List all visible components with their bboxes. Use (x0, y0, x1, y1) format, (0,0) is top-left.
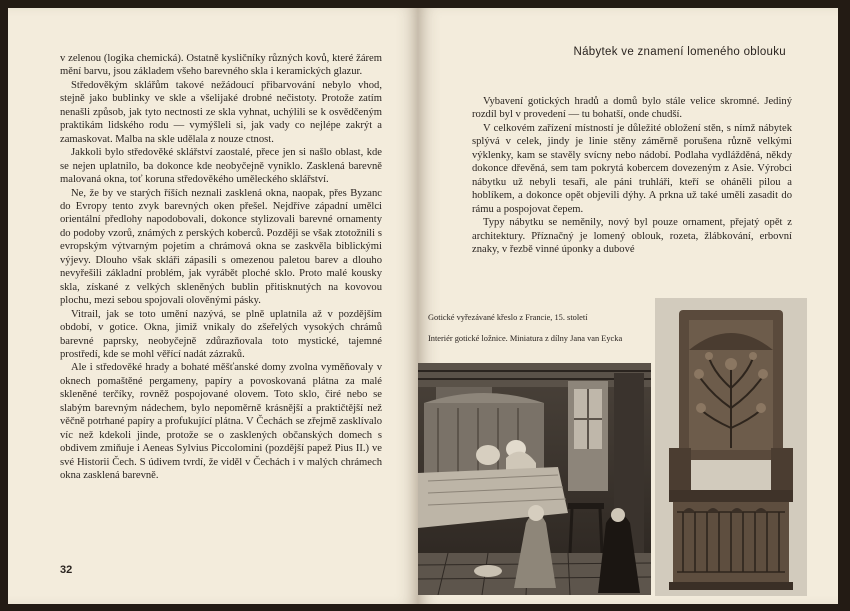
paragraph: Ale i středověké hrady a bohaté měšťanské domy zvolna vyměňovaly v oknech pomaštěné pergameny, papíry a povoskovaná plátna za malé skleněné terčíky, rovněž pospojované olovem. Toto sklo, čiré nebo se slabým barevným nádechem, bylo nepoměrně krásnější a praktičtější než věčně potrhané papíry a profukující plátna. V Čechách se zřejmě zasklívalo víc než kdekoli jinde, protože se o zasklených občanských domech s obdivem zmiňuje i Aeneas Sylvius Piccolomini (pozdější papež Pius II.) ve své Historii Čech. S údivem tvrdí, že viděl v Čechách i v malých chrámech okna zasklená barevně. (60, 362, 382, 482)
paragraph: Vybavení gotických hradů a domů bylo stále velice skromné. Jediný rozdíl byl v provedení — tu bohatší, onde chudší. (472, 96, 792, 121)
paragraph: Jakkoli bylo středověké sklářství zaostalé, přece jen si našlo oblast, kde se nejen uplatnilo, ba dokonce kde neobyčejně vyniklo. Zasklená barevně malovaná okna, toť koruna středověkého uměleckého sklářství. (60, 147, 382, 186)
right-page (418, 8, 838, 604)
paragraph: v zelenou (logika chemická). Ostatně kysličníky různých kovů, které žárem mění barvu, jsou základem všeho barevného skla i keramických glazur. (60, 53, 382, 78)
bedroom-miniature-photo (418, 363, 651, 595)
paragraph: Vitrail, jak se toto umění nazývá, se plně uplatnila až v pozdějším období, v gotice. Okna, jimiž vnikaly do zšeřelých vysokých chrámů barevné paprsky, neobyčejně zdůrazňovala toto mystické, tajemné prostředí, kde se mohl věřící nadát zázraků. (60, 308, 382, 360)
paragraph: Typy nábytku se neměnily, nový byl pouze ornament, přejatý opět z architektury. Příznačný je lomený oblouk, rozeta, žlábkování, erbovní znaky, v řezbě vinné úponky a dubové (472, 217, 792, 255)
left-text-column (60, 52, 382, 483)
running-head: Nábytek ve znamení lomeného oblouku (573, 46, 786, 58)
paragraph: Ne, že by ve starých říších neznali zasklená okna, naopak, přes Byzanc do Evropy tento zvyk barevných oken přešel. Nejdříve západní umělci orientální předlohy napodobovali, dokonce stylizovali barevné ornamenty do podoby vzorů, známých z perských koberců. Později se však ztotožnili s evropským výtvarným pojetím a chrámová okna se zaskvěla biblickými výjevy. Dlouho však skláři zápasili s omezenou paletou barev a dlouho nevyřešili základní problém, jak vyrábět ploché sklo. Proto malé kousky skla, získané z velkých skleněných bublin přitisknutých na kovovou plochu, mezi sebou spojovali olověnými pásky. (60, 187, 382, 307)
gothic-chair-photo (655, 298, 807, 596)
page-number: 32 (60, 564, 73, 576)
figure-caption: Interiér gotické ložnice. Miniatura z dílny Jana van Eycka (428, 334, 623, 343)
left-page (8, 8, 418, 604)
right-text-column (472, 95, 792, 256)
figure-caption: Gotické vyřezávané křeslo z Francie, 15. století (428, 313, 588, 322)
paragraph: V celkovém zařízení místností je důležité obložení stěn, s nímž nábytek splývá v celek, jindy je linie stěny záměrně porušena různě velkými výklenky, kam se stavěly svícny nebo nádobí. Podlaha vydlážděná, někdy dokonce dřevěná, sem tam pokrytá kobercem dovezeným z Asie. Výrobci nábytku už nebyli tesaři, ale páni truhláři, kteří se oháněli pilou a hoblíkem, a dokonce opět objevili dýhy. A prkna už také uměli zasadit do rámu a pospojovat čepem. (472, 122, 792, 215)
paragraph: Středověkým sklářům takové nežádoucí přibarvování nebylo vhod, stejně jako bublinky ve skle a všelijaké drobné nečistoty. Protože zatím nenašli způsob, jak tyto nectnosti ze skla vyhnat, uchýlili se k osvědčeným praktikám lidského rodu — vymýšleli si, jak vady co nejlépe zakrýt a zamaskovat. Malba na skle udělala z nouze ctnost. (60, 79, 382, 145)
